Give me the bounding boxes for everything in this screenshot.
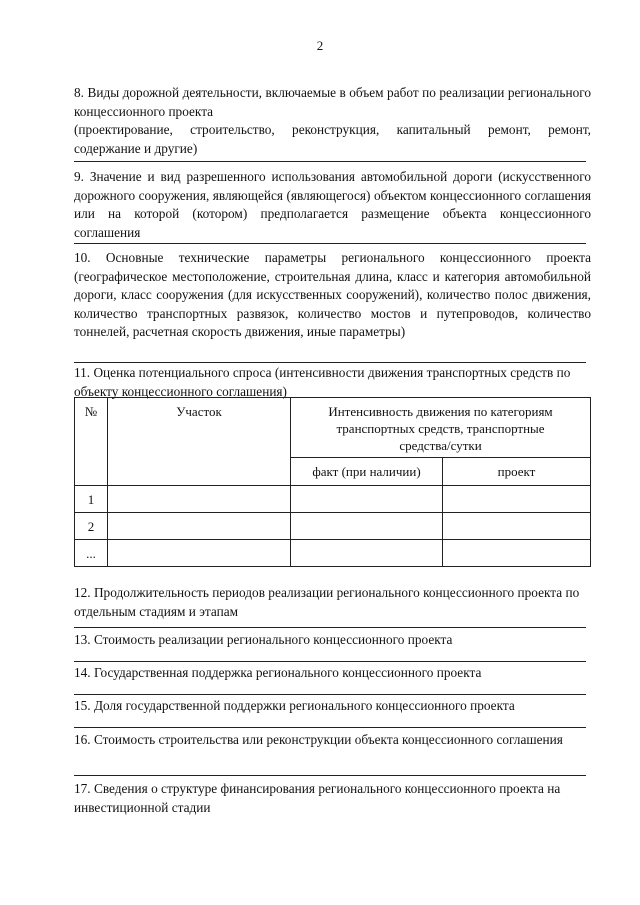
demand-table <box>74 397 591 567</box>
answer-line-10 <box>74 362 586 363</box>
answer-line-12 <box>74 627 586 628</box>
table-row <box>75 513 591 540</box>
section-11-title: 11. Оценка потенциального спроса (интенсивности движения транспортных средств по объекту концессионного соглашения) <box>74 365 571 399</box>
section-cell <box>108 540 291 567</box>
page-number: 2 <box>316 38 324 53</box>
section-16-title: 16. Стоимость строительства или реконструкции объекта концессионного соглашения <box>74 732 563 747</box>
col-section-header: Участок <box>108 398 291 486</box>
col-project-header: проект <box>443 458 591 486</box>
answer-line-13 <box>74 661 586 662</box>
section-15-title: 15. Доля государственной поддержки регионального концессионного проекта <box>74 698 515 713</box>
fact-cell <box>291 540 443 567</box>
fact-cell <box>291 486 443 513</box>
answer-line-15 <box>74 727 586 728</box>
fact-cell <box>291 513 443 540</box>
project-cell <box>443 540 591 567</box>
section-14-title: 14. Государственная поддержка регионального концессионного проекта <box>74 665 482 680</box>
section-cell <box>108 513 291 540</box>
row-number: ... <box>75 540 108 567</box>
section-17-title: 17. Сведения о структуре финансирования регионального концессионного проекта на инвестиционной стадии <box>74 781 561 815</box>
section-8-title: 8. Виды дорожной деятельности, включаемые в объем работ по реализации регионального концессионного проекта <box>74 85 591 119</box>
col-fact-header: факт (при наличии) <box>291 458 443 486</box>
table-row <box>75 540 591 567</box>
section-12-title: 12. Продолжительность периодов реализации регионального концессионного проекта по отдельным стадиям и этапам <box>74 585 580 619</box>
table-header-row <box>75 398 591 458</box>
answer-line-14 <box>74 694 586 695</box>
section-10-title: 10. Основные технические параметры регионального концессионного проекта (географическое местоположение, строительная длина, класс и категория автомобильной дороги, класс сооружения (для искусственных сооружений), количество полос движения, количество транспортных развязок, количество мостов и путепроводов, количество тоннелей, расчетная скорость движения, иные параметры) <box>74 250 591 339</box>
table-row <box>75 486 591 513</box>
row-number: 1 <box>75 486 108 513</box>
project-cell <box>443 513 591 540</box>
project-cell <box>443 486 591 513</box>
section-8-note: (проектирование, строительство, реконструкция, капитальный ремонт, ремонт, содержание и другие) <box>74 122 591 156</box>
row-number: 2 <box>75 513 108 540</box>
section-cell <box>108 486 291 513</box>
answer-line-8 <box>74 161 586 162</box>
answer-line-9 <box>74 243 586 244</box>
section-13-title: 13. Стоимость реализации регионального концессионного проекта <box>74 632 453 647</box>
col-intensity-header: Интенсивность движения по категориям транспортных средств, транспортные средства/сутки <box>291 398 591 458</box>
section-9-title: 9. Значение и вид разрешенного использования автомобильной дороги (искусственного дорожного сооружения, являющейся (являющегося) объектом концессионного соглашения или на которой (котором) предполагается размещение объекта концессионного соглашения <box>74 169 591 240</box>
answer-line-16 <box>74 775 586 776</box>
col-number-header: № <box>75 398 108 486</box>
